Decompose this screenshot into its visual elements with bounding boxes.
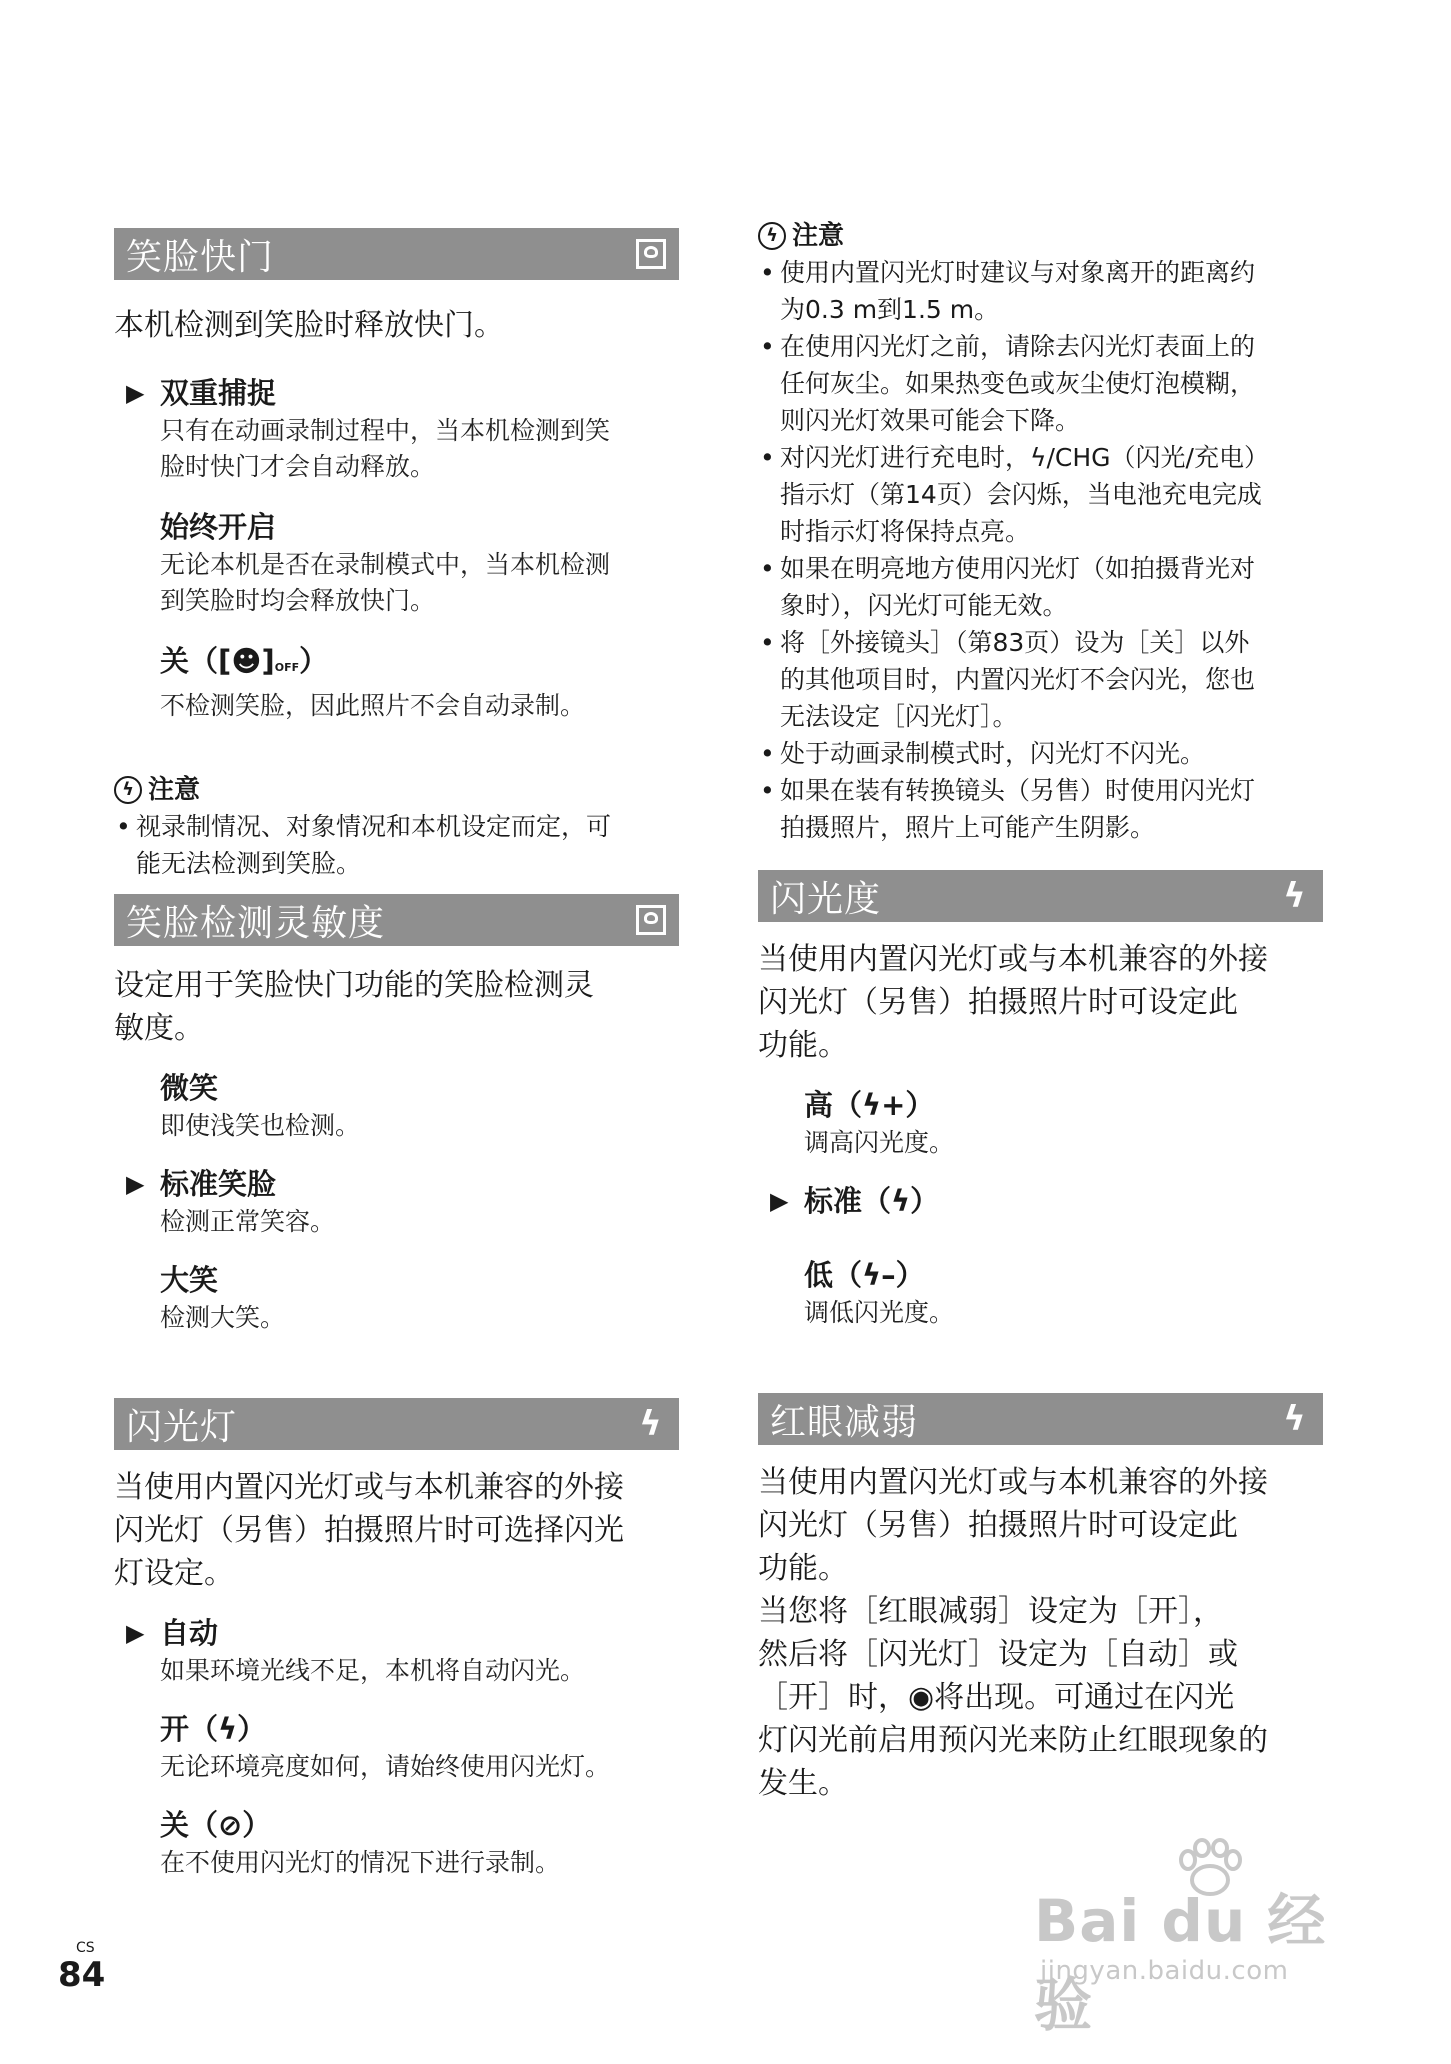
option-desc: 不检测笑脸，因此照片不会自动录制。	[160, 691, 586, 720]
option-desc: 脸时快门才会自动释放。	[160, 452, 436, 481]
option-always-on	[160, 507, 679, 619]
option-desc: 如果环境光线不足，本机将自动闪光。	[160, 1656, 586, 1685]
language-code: CS	[76, 1940, 95, 1956]
option-auto	[126, 1613, 679, 1689]
option-desc: 检测大笑。	[160, 1303, 286, 1332]
note-heading: ϟ 注意	[114, 772, 679, 808]
default-marker-icon: ▶	[126, 379, 145, 407]
section-title: 笑脸检测灵敏度	[126, 902, 386, 944]
option-desc: 只有在动画录制过程中，当本机检测到笑	[160, 416, 611, 445]
section-intro: 当使用内置闪光灯或与本机兼容的外接 闪光灯（另售）拍摄照片时可设定此 功能。 当您将［红眼减弱］设定为［开］， 然后将［闪光灯］设定为［自动］或 ［开］时，◉将出现。可通过在闪光 灯闪光前启用预闪光来防止红眼现象的 发生。	[758, 1465, 1268, 1801]
option-desc: 检测正常笑容。	[160, 1207, 336, 1236]
face-scene-icon	[633, 902, 669, 938]
note-heading: ϟ 注意	[758, 218, 1323, 254]
option-normal-smile	[126, 1164, 679, 1240]
flash-icon: ϟ	[1283, 876, 1307, 916]
flash-icon: ϟ	[1283, 1399, 1307, 1439]
page-number-value: 84	[58, 1955, 106, 1995]
option-title: 微笑	[160, 1071, 219, 1105]
option-title: 关（⊘）	[160, 1808, 272, 1842]
left-column	[114, 228, 679, 1881]
option-desc: 无论环境亮度如何，请始终使用闪光灯。	[160, 1752, 611, 1781]
section-intro: 本机检测到笑脸时释放快门。	[114, 308, 504, 343]
section-header-red-eye	[758, 1393, 1323, 1445]
option-title: 标准（ϟ）	[804, 1184, 940, 1218]
option-desc: 调高闪光度。	[804, 1128, 955, 1157]
section-title: 红眼减弱	[770, 1401, 919, 1443]
watermark-brand: Bai du 经验	[1034, 1887, 1327, 2039]
section-header-flash-level	[758, 870, 1323, 922]
note-block	[114, 772, 679, 882]
flash-icon: ϟ	[639, 1404, 663, 1444]
right-column	[758, 218, 1323, 1805]
option-title: 开（ϟ）	[160, 1712, 267, 1746]
smile-off-icon: [☻]OFF	[218, 644, 300, 678]
note-item: • 将［外接镜头］（第83页）设为［关］以外 的其他项目时，内置闪光灯不会闪光，您也 无法设定［闪光灯］。	[758, 624, 1323, 735]
section-header-smile-sensitivity	[114, 894, 679, 946]
section-title: 笑脸快门	[126, 236, 275, 278]
option-desc: 无论本机是否在录制模式中，当本机检测	[160, 550, 611, 579]
option-title: 高（ϟ+）	[804, 1088, 935, 1122]
section-title: 闪光灯	[126, 1406, 238, 1448]
option-off	[160, 641, 679, 724]
caution-icon: ϟ	[758, 222, 786, 250]
option-high	[804, 1085, 1323, 1161]
option-flash-off	[160, 1805, 679, 1881]
page-number	[58, 1940, 105, 1994]
note-item: • 使用内置闪光灯时建议与对象离开的距离约 为0.3 m到1.5 m。	[758, 254, 1323, 328]
option-dual-capture	[126, 373, 679, 485]
section-intro: 当使用内置闪光灯或与本机兼容的外接 闪光灯（另售）拍摄照片时可选择闪光 灯设定。	[114, 1470, 624, 1591]
caution-icon: ϟ	[114, 776, 142, 804]
note-item: • 在使用闪光灯之前，请除去闪光灯表面上的 任何灰尘。如果热变色或灰尘使灯泡模糊， 则闪光灯效果可能会下降。	[758, 328, 1323, 439]
option-title: 标准笑脸	[160, 1167, 277, 1201]
option-desc: 即使浅笑也检测。	[160, 1111, 361, 1140]
option-title: 双重捕捉	[160, 376, 277, 410]
option-desc: 调低闪光度。	[804, 1298, 955, 1327]
default-marker-icon: ▶	[126, 1619, 145, 1647]
option-desc: 到笑脸时均会释放快门。	[160, 586, 436, 615]
option-low	[804, 1255, 1323, 1331]
section-title: 闪光度	[770, 878, 882, 920]
default-marker-icon: ▶	[770, 1187, 789, 1215]
note-item: • 处于动画录制模式时，闪光灯不闪光。	[758, 735, 1323, 772]
section-intro: 当使用内置闪光灯或与本机兼容的外接 闪光灯（另售）拍摄照片时可设定此 功能。	[758, 942, 1268, 1063]
watermark-url: jingyan.baidu.com	[1040, 1956, 1289, 1986]
default-marker-icon: ▶	[126, 1170, 145, 1198]
baidu-watermark	[1030, 1838, 1360, 2039]
option-desc: 在不使用闪光灯的情况下进行录制。	[160, 1848, 561, 1877]
face-scene-icon	[633, 236, 669, 272]
option-standard	[770, 1181, 1323, 1221]
note-item: • 如果在装有转换镜头（另售）时使用闪光灯 拍摄照片，照片上可能产生阴影。	[758, 772, 1323, 846]
option-on	[160, 1709, 679, 1785]
section-header-smile-shutter	[114, 228, 679, 280]
option-title: 始终开启	[160, 510, 277, 544]
section-header-flash	[114, 1398, 679, 1450]
option-title: 自动	[160, 1616, 219, 1650]
note-item: • 视录制情况、对象情况和本机设定而定，可 能无法检测到笑脸。	[114, 808, 679, 882]
option-title: 低（ϟ–）	[804, 1258, 925, 1292]
option-title: 大笑	[160, 1263, 219, 1297]
option-slight-smile	[160, 1068, 679, 1144]
note-item: • 如果在明亮地方使用闪光灯（如拍摄背光对 象时），闪光灯可能无效。	[758, 550, 1323, 624]
option-big-smile	[160, 1260, 679, 1336]
note-item: • 对闪光灯进行充电时，ϟ/CHG（闪光/充电） 指示灯（第14页）会闪烁，当电池充电完成 时指示灯将保持点亮。	[758, 439, 1323, 550]
note-block	[758, 218, 1323, 846]
option-title: 关（[☻]OFF）	[160, 644, 329, 678]
section-intro: 设定用于笑脸快门功能的笑脸检测灵 敏度。	[114, 968, 594, 1046]
